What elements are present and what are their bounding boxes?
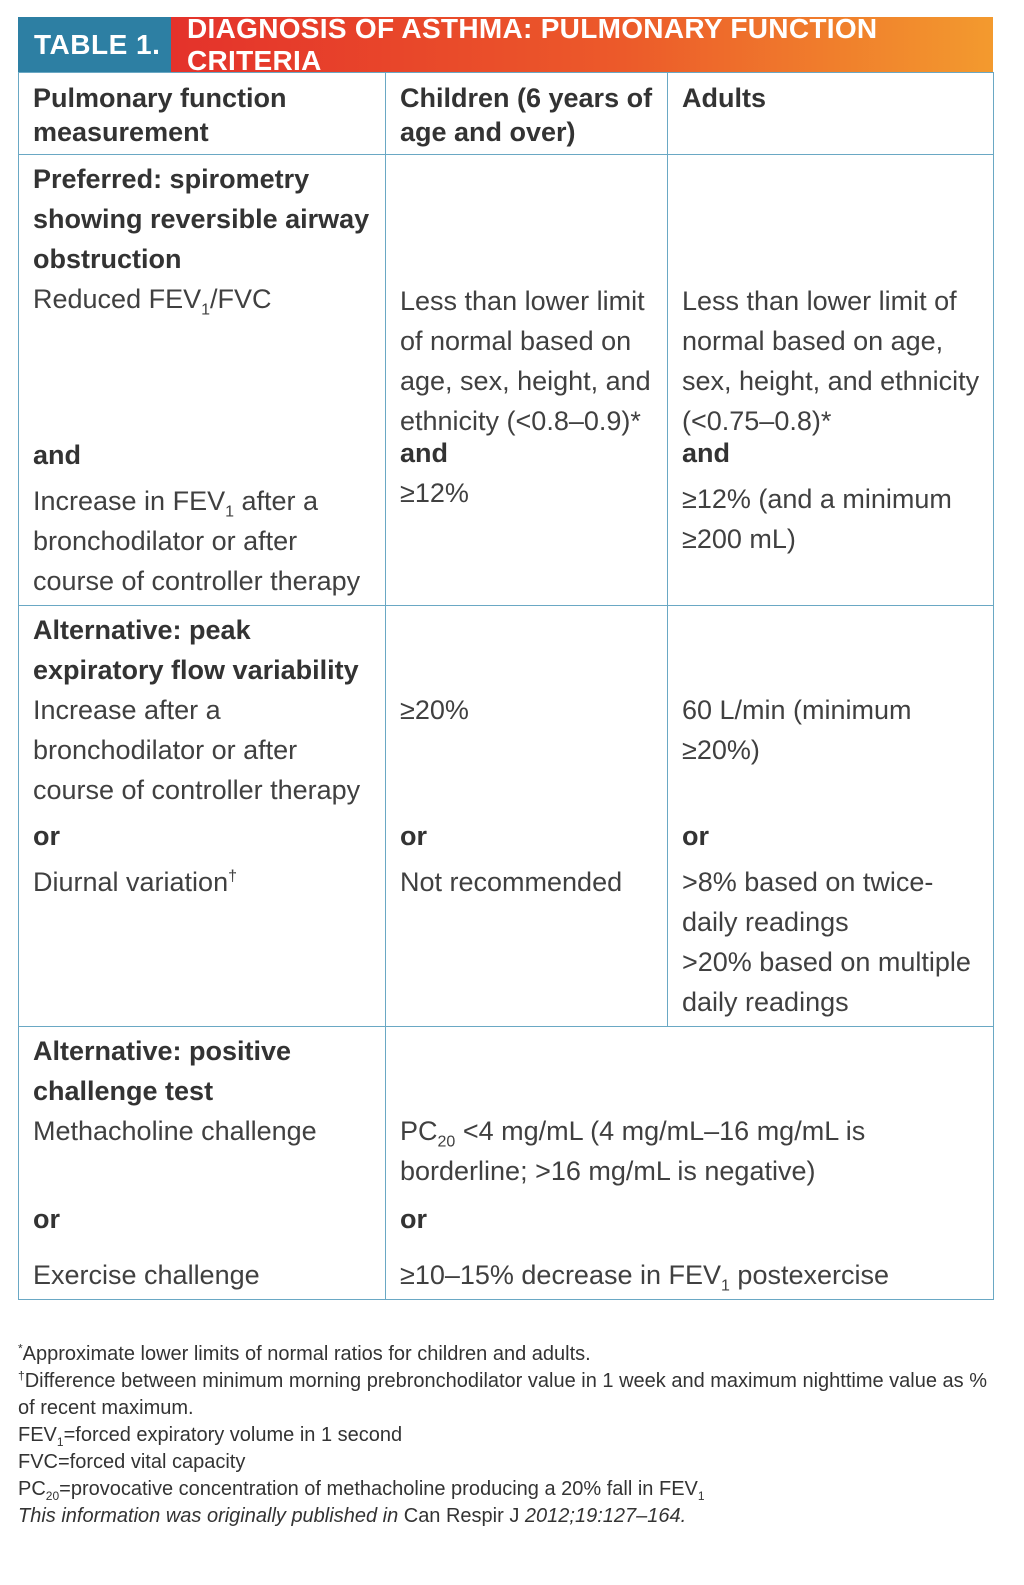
spirometry-label-cell bbox=[19, 155, 386, 606]
connector-or: or bbox=[400, 821, 427, 851]
section-spirometry-row bbox=[19, 155, 994, 606]
section-peak-flow-row bbox=[19, 606, 994, 1027]
adults-value: 60 L/min (minimum ≥20%) bbox=[682, 695, 912, 765]
connector-or: or bbox=[682, 821, 709, 851]
header-cell-adults: Adults bbox=[668, 73, 994, 155]
methacholine-value: $PC_{20} <4$ mg/mL (4 mg/mL–16 mg/mL is borderline; >16 mg/mL is negative) bbox=[400, 1116, 866, 1186]
header-row bbox=[19, 73, 994, 155]
footnotes bbox=[18, 1341, 993, 1530]
adults-value: Less than lower limit of normal based on age, sex, height, and ethnicity (<0.75–0.8)* bbox=[682, 286, 980, 436]
section-heading: Preferred: spirometry showing reversible airway obstruction bbox=[33, 164, 370, 274]
challenge-label-cell bbox=[19, 1027, 386, 1300]
exercise-value: ≥10–15% decrease in $FEV_1$ postexercise bbox=[400, 1260, 889, 1295]
children-value: ≥20% bbox=[400, 695, 469, 725]
challenge-value-cell bbox=[386, 1027, 994, 1300]
table-banner bbox=[18, 12, 993, 76]
footnote-asterisk: *Approximate lower limits of normal ratios for children and adults. bbox=[18, 1341, 591, 1365]
footnote-fev1: $FEV_1=forced$ expiratory volume in 1 second bbox=[18, 1424, 403, 1449]
section-heading: Alternative: positive challenge test bbox=[33, 1036, 292, 1106]
children-value: ≥12% bbox=[400, 478, 469, 508]
adults-value: >8% based on twice-daily readings bbox=[682, 867, 934, 937]
spirometry-children-cell bbox=[386, 155, 668, 606]
row-label: Exercise challenge bbox=[33, 1260, 260, 1290]
spirometry-adults-cell bbox=[668, 155, 994, 606]
connector-and: and bbox=[33, 440, 82, 470]
adults-value: >20% based on multiple daily readings bbox=[682, 947, 971, 1017]
children-value: Less than lower limit of normal based on age, sex, height, and ethnicity (<0.8–0.9)* bbox=[400, 286, 651, 436]
connector-or: or bbox=[33, 1204, 60, 1234]
row-label: Reduced $FEV_1$/FVC bbox=[33, 284, 272, 319]
row-label: Diurnal variation† bbox=[33, 867, 237, 897]
footnote-dagger: †Difference between minimum morning prebronchodilator value in 1 week and maximum nighttime value as % of recent maximum. bbox=[18, 1368, 988, 1419]
children-value: Not recommended bbox=[400, 867, 623, 897]
section-challenge-row bbox=[19, 1027, 994, 1300]
peak-flow-children-cell bbox=[386, 606, 668, 1027]
source-citation: This information was originally published in Can Respir J 2012;19:127–164. bbox=[18, 1505, 687, 1527]
table-number: TABLE 1. bbox=[18, 17, 171, 72]
header-cell-measurement: Pulmonary function measurement bbox=[19, 73, 386, 155]
row-label: Increase after a bronchodilator or after course of controller therapy bbox=[33, 695, 361, 805]
adults-value: ≥12% (and a minimum ≥200 mL) bbox=[682, 484, 952, 554]
footnote-fvc: FVC=forced vital capacity bbox=[18, 1451, 246, 1473]
row-label: Increase in $FEV_1$ after a bronchodilator or after course of controller therapy bbox=[33, 486, 361, 596]
connector-and: and bbox=[400, 438, 449, 468]
header-cell-children: Children (6 years of age and over) bbox=[386, 73, 668, 155]
section-heading: Alternative: peak expiratory flow variability bbox=[33, 615, 359, 685]
table-title: DIAGNOSIS OF ASTHMA: PULMONARY FUNCTION CRITERIA bbox=[171, 17, 993, 72]
criteria-table bbox=[18, 72, 994, 1300]
row-label: Methacholine challenge bbox=[33, 1116, 317, 1146]
peak-flow-adults-cell bbox=[668, 606, 994, 1027]
connector-or: or bbox=[33, 821, 60, 851]
footnote-pc20: $PC_{20}=provocative$ concentration of methacholine producing a 20% fall in $FEV_1$ bbox=[18, 1478, 705, 1503]
connector-or: or bbox=[400, 1204, 427, 1234]
connector-and: and bbox=[682, 438, 731, 468]
peak-flow-label-cell bbox=[19, 606, 386, 1027]
